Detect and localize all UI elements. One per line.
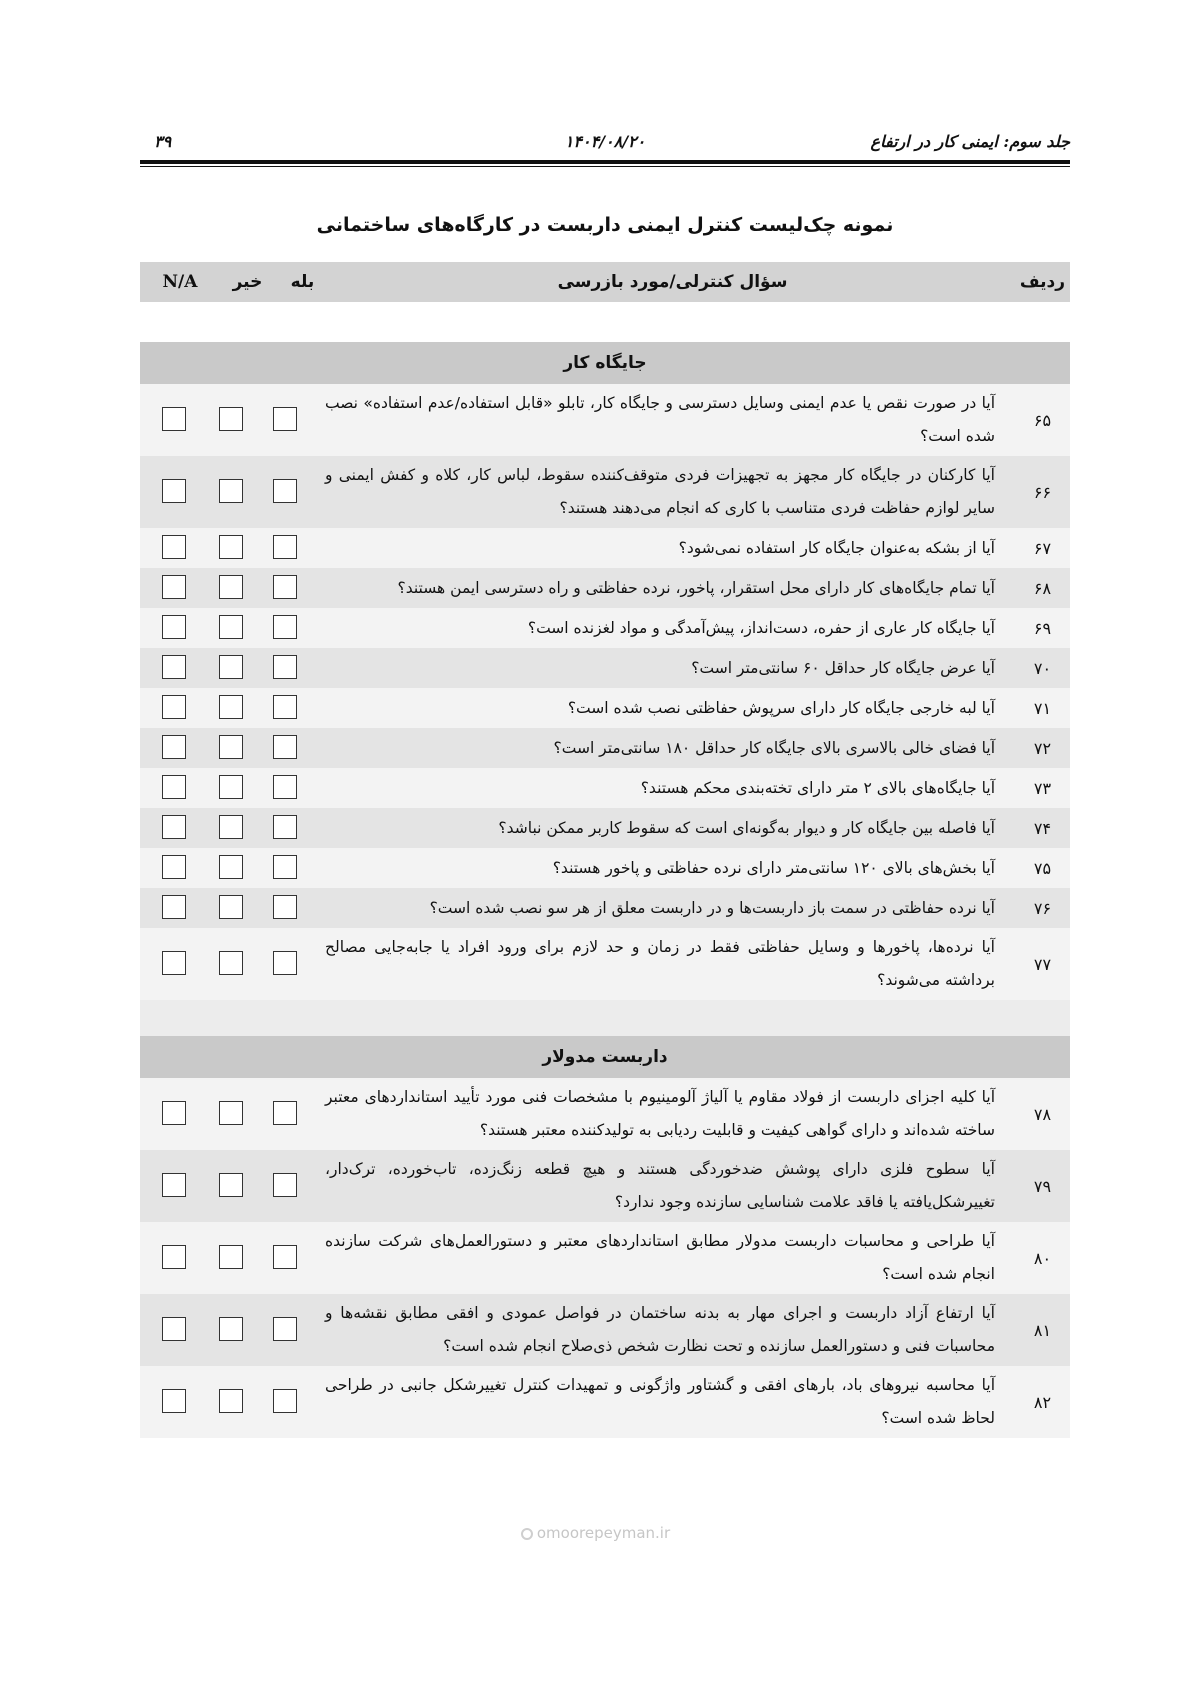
- yes-checkbox[interactable]: [273, 775, 297, 799]
- table-row: [140, 608, 1070, 648]
- row-number: ۷۶: [1033, 898, 1052, 918]
- answer-boxes: [140, 384, 325, 456]
- no-checkbox[interactable]: [219, 407, 243, 431]
- row-number: ۸۰: [1033, 1248, 1052, 1268]
- no-checkbox[interactable]: [219, 1389, 243, 1413]
- answer-boxes: [140, 808, 325, 848]
- yes-checkbox[interactable]: [273, 1245, 297, 1269]
- table-row: [140, 1294, 1070, 1366]
- question-text: آیا نرده‌ها، پاخورها و وسایل حفاظتی فقط در زمان و حد لازم برای ورود افراد یا جابه‌جایی مصالح برداشته می‌شوند؟: [325, 938, 995, 989]
- answer-boxes: [140, 728, 325, 768]
- answer-boxes: [140, 608, 325, 648]
- answer-boxes: [140, 568, 325, 608]
- na-checkbox[interactable]: [162, 1317, 186, 1341]
- no-checkbox[interactable]: [219, 1245, 243, 1269]
- table-row: [140, 928, 1070, 1000]
- yes-checkbox[interactable]: [273, 479, 297, 503]
- header-date: ۱۴۰۴/۰۸/۲۰: [564, 132, 646, 151]
- table-row: [140, 888, 1070, 928]
- na-checkbox[interactable]: [162, 895, 186, 919]
- table-row: [140, 1078, 1070, 1150]
- question-text: آیا از بشکه به‌عنوان جایگاه کار استفاده نمی‌شود؟: [678, 539, 995, 557]
- table-header: [140, 262, 1070, 302]
- watermark-text: omoorepeyman.ir: [536, 1524, 671, 1542]
- yes-checkbox[interactable]: [273, 615, 297, 639]
- question-text: آیا طراحی و محاسبات داربست مدولار مطابق استانداردهای معتبر و دستورالعمل‌های شرکت سازنده انجام شده است؟: [325, 1232, 995, 1283]
- watermark: [0, 1524, 1191, 1542]
- yes-checkbox[interactable]: [273, 407, 297, 431]
- section-workplace: [140, 342, 1070, 1000]
- no-checkbox[interactable]: [219, 479, 243, 503]
- page-number: ۳۹: [154, 132, 172, 151]
- answer-boxes: [140, 648, 325, 688]
- no-checkbox[interactable]: [219, 1173, 243, 1197]
- na-checkbox[interactable]: [162, 815, 186, 839]
- question-text: آیا سطوح فلزی دارای پوشش ضدخوردگی هستند و هیچ قطعه زنگ‌زده، تاب‌خورده، ترک‌دار، تغییرشکل‌یافته یا فاقد علامت شناسایی سازنده وجود ندارد؟: [325, 1160, 995, 1211]
- na-checkbox[interactable]: [162, 1173, 186, 1197]
- table-row: [140, 648, 1070, 688]
- yes-checkbox[interactable]: [273, 1173, 297, 1197]
- table-row: [140, 456, 1070, 528]
- yes-checkbox[interactable]: [273, 895, 297, 919]
- no-checkbox[interactable]: [219, 855, 243, 879]
- col-yes: بله: [290, 272, 315, 292]
- question-text: آیا کلیه اجزای داربست از فولاد مقاوم یا آلیاژ آلومینیوم با مشخصات فنی مورد تأیید استانداردهای معتبر ساخته شده‌اند و دارای گواهی کیفیت و قابلیت ردیابی به تولیدکننده معتبر هستند؟: [325, 1088, 995, 1139]
- no-checkbox[interactable]: [219, 815, 243, 839]
- table-row: [140, 384, 1070, 456]
- question-text: آیا ارتفاع آزاد داربست و اجرای مهار به بدنه ساختمان در فواصل عمودی و افقی مطابق نقشه‌ها و محاسبات فنی و دستورالعمل سازنده و تحت نظارت شخص ذی‌صلاح انجام شده است؟: [325, 1304, 995, 1355]
- yes-checkbox[interactable]: [273, 815, 297, 839]
- question-text: آیا تمام جایگاه‌های کار دارای محل استقرار، پاخور، نرده حفاظتی و راه دسترسی ایمن هستند؟: [397, 579, 995, 597]
- book-title: جلد سوم: ایمنی کار در ارتفاع: [870, 132, 1070, 151]
- table-row: [140, 1366, 1070, 1438]
- answer-boxes: [140, 688, 325, 728]
- question-text: آیا کارکنان در جایگاه کار مجهز به تجهیزات فردی متوقف‌کننده سقوط، لباس کار، کلاه و کفش ایمنی و سایر لوازم حفاظت فردی متناسب با کاری که انجام می‌دهند هستند؟: [325, 466, 995, 517]
- no-checkbox[interactable]: [219, 655, 243, 679]
- table-row: [140, 568, 1070, 608]
- no-checkbox[interactable]: [219, 695, 243, 719]
- answer-boxes: [140, 888, 325, 928]
- answer-boxes: [140, 1078, 325, 1150]
- col-row-number: ردیف: [1019, 272, 1066, 292]
- yes-checkbox[interactable]: [273, 735, 297, 759]
- row-number: ۶۶: [1033, 482, 1052, 502]
- na-checkbox[interactable]: [162, 1101, 186, 1125]
- row-number: ۷۰: [1033, 658, 1052, 678]
- row-number: ۷۵: [1033, 858, 1052, 878]
- question-text: آیا لبه خارجی جایگاه کار دارای سرپوش حفاظتی نصب شده است؟: [567, 699, 995, 717]
- question-text: آیا نرده حفاظتی در سمت باز داربست‌ها و در داربست معلق از هر سو نصب شده است؟: [429, 899, 995, 917]
- na-checkbox[interactable]: [162, 535, 186, 559]
- no-checkbox[interactable]: [219, 575, 243, 599]
- row-number: ۶۵: [1033, 410, 1052, 430]
- section-modular-scaffold: [140, 1036, 1070, 1438]
- table-row: [140, 528, 1070, 568]
- header-rule-thick: [140, 160, 1070, 164]
- row-number: ۷۳: [1033, 778, 1052, 798]
- yes-checkbox[interactable]: [273, 1317, 297, 1341]
- question-text: آیا جایگاه کار عاری از حفره، دست‌انداز، پیش‌آمدگی و مواد لغزنده است؟: [527, 619, 995, 637]
- answer-boxes: [140, 928, 325, 1000]
- na-checkbox[interactable]: [162, 575, 186, 599]
- na-checkbox[interactable]: [162, 775, 186, 799]
- no-checkbox[interactable]: [219, 895, 243, 919]
- row-number: ۷۸: [1033, 1104, 1052, 1124]
- no-checkbox[interactable]: [219, 1101, 243, 1125]
- row-number: ۷۷: [1033, 954, 1052, 974]
- table-row: [140, 1150, 1070, 1222]
- question-text: آیا محاسبه نیروهای باد، بارهای افقی و گشتاور واژگونی و تمهیدات کنترل تغییرشکل جانبی در طراحی لحاظ شده است؟: [325, 1376, 995, 1427]
- row-number: ۷۱: [1033, 698, 1052, 718]
- no-checkbox[interactable]: [219, 951, 243, 975]
- table-row: [140, 728, 1070, 768]
- answer-boxes: [140, 528, 325, 568]
- yes-checkbox[interactable]: [273, 535, 297, 559]
- yes-checkbox[interactable]: [273, 1101, 297, 1125]
- watermark-icon: [521, 1528, 533, 1540]
- answer-boxes: [140, 1366, 325, 1438]
- yes-checkbox[interactable]: [273, 575, 297, 599]
- answer-boxes: [140, 1222, 325, 1294]
- na-checkbox[interactable]: [162, 951, 186, 975]
- page-title: نمونه چک‌لیست کنترل ایمنی داربست در کارگاه‌های ساختمانی: [316, 214, 894, 236]
- na-checkbox[interactable]: [162, 407, 186, 431]
- no-checkbox[interactable]: [219, 775, 243, 799]
- na-checkbox[interactable]: [162, 1245, 186, 1269]
- question-text: آیا بخش‌های بالای ۱۲۰ سانتی‌متر دارای نرده حفاظتی و پاخور هستند؟: [552, 859, 995, 877]
- table-row: [140, 808, 1070, 848]
- header-rule-thin: [140, 166, 1070, 167]
- table-row: [140, 1222, 1070, 1294]
- answer-boxes: [140, 1294, 325, 1366]
- yes-checkbox[interactable]: [273, 951, 297, 975]
- row-number: ۶۸: [1033, 578, 1052, 598]
- row-number: ۷۹: [1033, 1176, 1052, 1196]
- question-text: آیا در صورت نقص یا عدم ایمنی وسایل دسترسی و جایگاه کار، تابلو «قابل استفاده/عدم استفاده» نصب شده است؟: [325, 394, 995, 445]
- na-checkbox[interactable]: [162, 695, 186, 719]
- na-checkbox[interactable]: [162, 479, 186, 503]
- na-checkbox[interactable]: [162, 855, 186, 879]
- section-spacer: [140, 1000, 1070, 1036]
- na-checkbox[interactable]: [162, 655, 186, 679]
- col-question: سؤال کنترلی/مورد بازرسی: [557, 272, 788, 292]
- table-row: [140, 688, 1070, 728]
- yes-checkbox[interactable]: [273, 655, 297, 679]
- checklist-table: [140, 262, 1070, 1438]
- answer-boxes: [140, 848, 325, 888]
- table-spacer: [140, 302, 1070, 342]
- yes-checkbox[interactable]: [273, 855, 297, 879]
- no-checkbox[interactable]: [219, 535, 243, 559]
- yes-checkbox[interactable]: [273, 695, 297, 719]
- table-row: [140, 768, 1070, 808]
- col-na: N/A: [162, 272, 198, 292]
- no-checkbox[interactable]: [219, 1317, 243, 1341]
- answer-boxes: [140, 456, 325, 528]
- na-checkbox[interactable]: [162, 615, 186, 639]
- answer-boxes: [140, 768, 325, 808]
- section-title: داربست مدولار: [140, 1036, 1070, 1078]
- no-checkbox[interactable]: [219, 735, 243, 759]
- row-number: ۶۹: [1033, 618, 1052, 638]
- row-number: ۶۷: [1033, 538, 1052, 558]
- yes-checkbox[interactable]: [273, 1389, 297, 1413]
- section-title: جایگاه کار: [140, 342, 1070, 384]
- na-checkbox[interactable]: [162, 735, 186, 759]
- answer-boxes: [140, 1150, 325, 1222]
- row-number: ۷۴: [1033, 818, 1052, 838]
- row-number: ۸۱: [1033, 1320, 1052, 1340]
- running-header: [140, 128, 1070, 154]
- question-text: آیا فاصله بین جایگاه کار و دیوار به‌گونه‌ای است که سقوط کاربر ممکن نباشد؟: [498, 819, 995, 837]
- no-checkbox[interactable]: [219, 615, 243, 639]
- table-row: [140, 848, 1070, 888]
- na-checkbox[interactable]: [162, 1389, 186, 1413]
- question-text: آیا فضای خالی بالاسری بالای جایگاه کار حداقل ۱۸۰ سانتی‌متر است؟: [553, 739, 995, 757]
- col-no: خیر: [232, 272, 263, 292]
- question-text: آیا جایگاه‌های بالای ۲ متر دارای تخته‌بندی محکم هستند؟: [640, 779, 995, 797]
- row-number: ۸۲: [1033, 1392, 1052, 1412]
- question-text: آیا عرض جایگاه کار حداقل ۶۰ سانتی‌متر است؟: [691, 659, 995, 677]
- row-number: ۷۲: [1033, 738, 1052, 758]
